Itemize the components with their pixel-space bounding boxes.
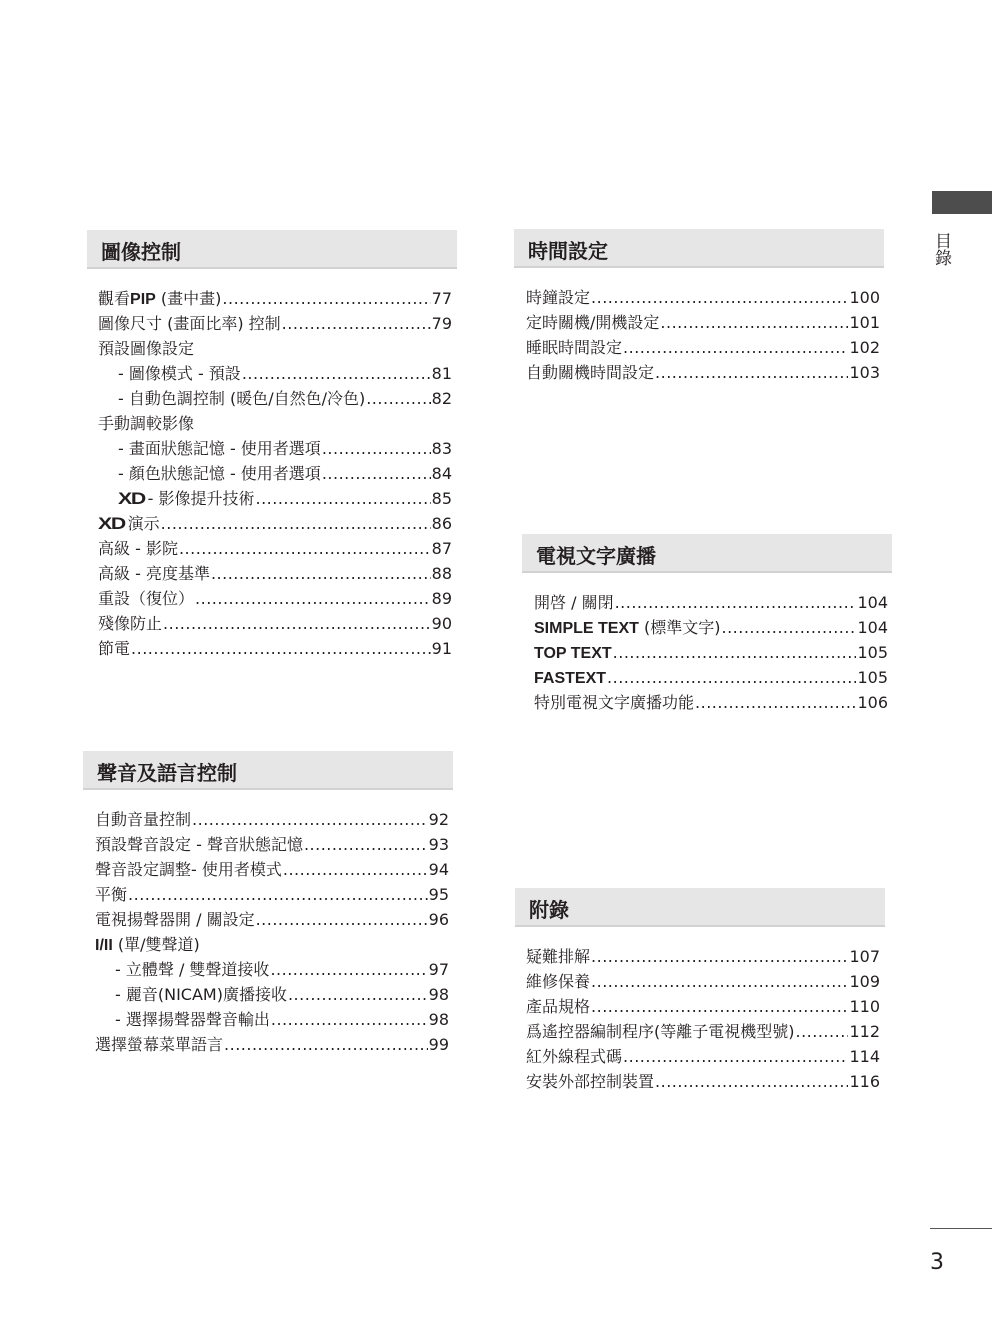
toc-entry-title xyxy=(534,690,694,715)
dot-leader xyxy=(179,536,431,561)
toc-entry xyxy=(526,1044,880,1069)
section-header-appendix xyxy=(515,888,885,927)
toc-entry-title xyxy=(115,957,269,982)
dot-leader xyxy=(211,561,431,586)
toc-entry-title xyxy=(526,944,590,969)
section-header-time xyxy=(514,229,884,268)
toc-entry-title xyxy=(526,1019,795,1044)
dot-leader xyxy=(282,311,431,336)
toc-entry-title xyxy=(98,311,281,336)
toc-entry-text: 電視揚聲器開 / 關設定 xyxy=(95,910,255,929)
toc-entry-title xyxy=(526,1044,622,1069)
toc-entry-title xyxy=(118,386,365,411)
toc-entry xyxy=(526,285,880,310)
dot-leader xyxy=(591,285,848,310)
toc-entry xyxy=(95,857,449,882)
toc-entry xyxy=(95,1032,449,1057)
dot-leader xyxy=(655,360,848,385)
toc-entry-title xyxy=(95,857,282,882)
toc-entry-text: - 畫面狀態記憶 - 使用者選項 xyxy=(118,439,321,458)
dot-leader xyxy=(192,807,428,832)
toc-entry xyxy=(95,957,449,982)
toc-entry-page: 105 xyxy=(857,668,888,687)
toc-entry xyxy=(526,310,880,335)
toc-entry-page: 103 xyxy=(849,363,880,382)
toc-entry xyxy=(95,932,449,957)
toc-entry-text: 平衡 xyxy=(95,885,128,904)
dot-leader xyxy=(660,310,848,335)
dot-leader xyxy=(366,386,430,411)
toc-entry-page: 101 xyxy=(849,313,880,332)
toc-entry-page: 104 xyxy=(857,618,888,637)
section-title-picture: 圖像控制 xyxy=(101,240,181,264)
toc-entry-title xyxy=(98,636,130,661)
dot-leader xyxy=(195,586,431,611)
toc-entry xyxy=(95,882,449,907)
toc-entry-text: 選擇螢幕菜單語言 xyxy=(95,1035,224,1054)
toc-entry-page: 92 xyxy=(428,810,449,829)
toc-entry-page: 81 xyxy=(431,364,452,383)
toc-entry-title xyxy=(115,982,287,1007)
toc-entry-page: 99 xyxy=(428,1035,449,1054)
toc-entry-page: 97 xyxy=(428,960,449,979)
toc-entry-text: 圖像尺寸 (畫面比率) 控制 xyxy=(98,314,281,333)
toc-entry xyxy=(526,1069,880,1094)
toc-entry-title xyxy=(534,615,720,641)
toc-entry-page: 114 xyxy=(849,1047,880,1066)
toc-entry-suffix: (單/雙聲道) xyxy=(112,935,200,954)
toc-entry-title xyxy=(98,336,194,361)
toc-entry-title xyxy=(526,335,622,360)
section-title-sound: 聲音及語言控制 xyxy=(97,761,237,785)
toc-entry-page: 98 xyxy=(428,1010,449,1029)
toc-entry-page: 104 xyxy=(857,593,888,612)
toc-entry xyxy=(534,640,888,665)
toc-entry-title xyxy=(118,436,321,461)
toc-entry-page: 102 xyxy=(849,338,880,357)
dot-leader xyxy=(131,636,431,661)
toc-entry-text: 重設（復位） xyxy=(98,589,195,608)
side-tab-label: 目錄 xyxy=(931,232,951,266)
dot-leader xyxy=(591,944,848,969)
toc-entry-title xyxy=(98,411,194,436)
toc-entry-page: 89 xyxy=(431,589,452,608)
side-tab-marker xyxy=(932,191,992,214)
toc-time xyxy=(526,285,880,385)
toc-entry-text: 自動音量控制 xyxy=(95,810,192,829)
toc-entry-page: 88 xyxy=(431,564,452,583)
toc-entry-title xyxy=(526,285,590,310)
toc-entry-text: 定時關機/開機設定 xyxy=(526,313,660,332)
toc-entry-text: 開啓 / 關閉 xyxy=(534,593,614,612)
toc-entry xyxy=(526,944,880,969)
toc-entry-text: 紅外線程式碼 xyxy=(526,1047,623,1066)
dot-leader xyxy=(163,611,431,636)
section-title-time: 時間設定 xyxy=(528,239,608,263)
toc-entry-text: - 自動色調控制 (暖色/自然色/冷色) xyxy=(118,389,366,408)
toc-entry xyxy=(98,336,452,361)
toc-entry xyxy=(98,386,452,411)
toc-entry-keyword: FASTEXT xyxy=(534,670,607,687)
dot-leader xyxy=(796,1019,849,1044)
dot-leader xyxy=(283,857,428,882)
toc-entry-title xyxy=(98,561,210,586)
dot-leader xyxy=(256,486,431,511)
toc-entry-title xyxy=(95,932,200,958)
toc-entry-title xyxy=(118,461,321,486)
toc-entry-title xyxy=(526,994,590,1019)
toc-entry-text: - 顏色狀態記憶 - 使用者選項 xyxy=(118,464,321,483)
page-number: 3 xyxy=(930,1250,944,1275)
toc-entry-title xyxy=(95,1032,223,1057)
toc-entry xyxy=(98,611,452,636)
dot-leader xyxy=(655,1069,848,1094)
dot-leader xyxy=(161,511,431,536)
toc-appendix xyxy=(526,944,880,1094)
section-title-appendix: 附錄 xyxy=(529,898,569,922)
toc-entry-text: 聲音設定調整- 使用者模式 xyxy=(95,860,282,879)
dot-leader xyxy=(322,461,431,486)
footer-rule xyxy=(930,1228,992,1229)
toc-entry-page: 116 xyxy=(849,1072,880,1091)
toc-entry-title xyxy=(118,361,241,386)
toc-entry-text: 安裝外部控制裝置 xyxy=(526,1072,655,1091)
dot-leader xyxy=(623,335,848,360)
toc-entry-page: 90 xyxy=(431,614,452,633)
toc-entry-title xyxy=(95,882,127,907)
dot-leader xyxy=(721,615,856,640)
dot-leader xyxy=(615,590,857,615)
toc-entry-text: 高級 - 亮度基準 xyxy=(98,564,210,583)
toc-entry xyxy=(95,832,449,857)
toc-entry-page: 95 xyxy=(428,885,449,904)
toc-entry-title xyxy=(534,640,612,666)
toc-entry-text: 殘像防止 xyxy=(98,614,163,633)
toc-entry-keyword: TOP TEXT xyxy=(534,645,612,662)
dot-leader xyxy=(271,1007,428,1032)
toc-entry xyxy=(526,360,880,385)
toc-entry-keyword: I/II xyxy=(95,937,113,954)
section-header-teletext xyxy=(522,534,892,573)
toc-entry-text: 疑難排解 xyxy=(526,947,591,966)
toc-entry-keyword: PIP xyxy=(130,291,156,308)
toc-entry-page: 77 xyxy=(431,289,452,308)
dot-leader xyxy=(607,665,856,690)
dot-leader xyxy=(256,907,428,932)
toc-entry xyxy=(526,994,880,1019)
toc-entry-page: 107 xyxy=(849,947,880,966)
xd-logo-icon: XD xyxy=(98,514,126,533)
toc-entry-suffix: (畫中畫) xyxy=(155,289,222,308)
toc-entry-title xyxy=(98,611,162,636)
dot-leader xyxy=(304,832,428,857)
dot-leader xyxy=(288,982,428,1007)
toc-entry-page: 96 xyxy=(428,910,449,929)
toc-entry xyxy=(95,807,449,832)
dot-leader xyxy=(242,361,431,386)
toc-entry-text: - 影像提升技術 xyxy=(147,489,255,508)
toc-entry-page: 106 xyxy=(857,693,888,712)
toc-entry-title xyxy=(95,807,191,832)
dot-leader xyxy=(591,994,848,1019)
toc-entry-page: 94 xyxy=(428,860,449,879)
toc-entry xyxy=(98,636,452,661)
toc-entry-text: 預設圖像設定 xyxy=(98,339,195,358)
toc-entry-text: 時鐘設定 xyxy=(526,288,591,307)
toc-entry-text: - 立體聲 / 雙聲道接收 xyxy=(115,960,270,979)
dot-leader xyxy=(224,1032,428,1057)
toc-entry-title xyxy=(534,665,606,691)
toc-entry-keyword: SIMPLE TEXT xyxy=(534,620,639,637)
toc-entry-text: - 麗音(NICAM)廣播接收 xyxy=(115,985,287,1004)
dot-leader xyxy=(128,882,428,907)
dot-leader xyxy=(270,957,427,982)
toc-entry-page: 85 xyxy=(431,489,452,508)
toc-entry xyxy=(534,690,888,715)
toc-entry-page: 110 xyxy=(849,997,880,1016)
toc-picture xyxy=(98,286,452,661)
toc-entry xyxy=(95,982,449,1007)
toc-entry xyxy=(98,311,452,336)
toc-entry-page: 112 xyxy=(849,1022,880,1041)
toc-entry-title xyxy=(118,486,255,511)
toc-entry-text: 高級 - 影院 xyxy=(98,539,178,558)
toc-entry-text: 自動關機時間設定 xyxy=(526,363,655,382)
toc-entry-suffix: (標準文字) xyxy=(638,618,721,637)
toc-entry xyxy=(98,561,452,586)
toc-entry-title xyxy=(98,586,194,611)
toc-entry-text: 預設聲音設定 - 聲音狀態記憶 xyxy=(95,835,303,854)
toc-entry-page: 87 xyxy=(431,539,452,558)
toc-entry-page: 98 xyxy=(428,985,449,1004)
toc-entry-page: 105 xyxy=(857,643,888,662)
toc-entry xyxy=(534,615,888,640)
toc-entry-text: 特別電視文字廣播功能 xyxy=(534,693,695,712)
toc-entry-page: 79 xyxy=(431,314,452,333)
toc-entry-text: 睡眠時間設定 xyxy=(526,338,623,357)
toc-entry-title xyxy=(115,1007,270,1032)
toc-entry-title xyxy=(526,1069,654,1094)
toc-entry-text: 維修保養 xyxy=(526,972,591,991)
toc-entry-page: 84 xyxy=(431,464,452,483)
dot-leader xyxy=(613,640,857,665)
section-header-sound xyxy=(83,751,453,790)
toc-entry xyxy=(534,590,888,615)
dot-leader xyxy=(591,969,848,994)
toc-entry-text: 爲遙控器編制程序(等離子電視機型號) xyxy=(526,1022,795,1041)
toc-entry xyxy=(95,907,449,932)
toc-entry xyxy=(98,286,452,311)
toc-entry-title xyxy=(526,310,659,335)
toc-entry-page: 93 xyxy=(428,835,449,854)
toc-entry-text: 節電 xyxy=(98,639,131,658)
toc-entry-title xyxy=(95,907,255,932)
toc-entry-title xyxy=(526,969,590,994)
toc-entry-prefix: 觀看 xyxy=(98,289,131,308)
toc-entry-title xyxy=(98,286,221,312)
toc-entry-text: - 圖像模式 - 預設 xyxy=(118,364,241,383)
toc-sound xyxy=(95,807,449,1057)
toc-entry xyxy=(526,1019,880,1044)
dot-leader xyxy=(322,436,431,461)
toc-entry xyxy=(526,969,880,994)
toc-entry-page: 82 xyxy=(431,389,452,408)
section-title-teletext: 電視文字廣播 xyxy=(536,544,656,568)
toc-entry-title xyxy=(98,536,178,561)
toc-entry-title xyxy=(526,360,654,385)
toc-entry xyxy=(98,586,452,611)
toc-entry-page: 83 xyxy=(431,439,452,458)
toc-entry-page: 100 xyxy=(849,288,880,307)
toc-entry-text: 手動調較影像 xyxy=(98,414,195,433)
toc-entry xyxy=(98,486,452,511)
toc-teletext xyxy=(534,590,888,715)
toc-entry-title xyxy=(98,511,160,536)
toc-entry xyxy=(98,511,452,536)
toc-entry xyxy=(98,536,452,561)
dot-leader xyxy=(623,1044,848,1069)
toc-entry-text: 產品規格 xyxy=(526,997,591,1016)
toc-entry-text: - 選擇揚聲器聲音輸出 xyxy=(115,1010,270,1029)
toc-entry xyxy=(95,1007,449,1032)
toc-entry xyxy=(98,411,452,436)
toc-entry-title xyxy=(95,832,303,857)
dot-leader xyxy=(695,690,856,715)
toc-entry-page: 109 xyxy=(849,972,880,991)
toc-entry-page: 86 xyxy=(431,514,452,533)
xd-logo-icon: XD xyxy=(118,489,146,508)
section-header-picture xyxy=(87,230,457,269)
toc-entry-text: 演示 xyxy=(127,514,160,533)
dot-leader xyxy=(222,286,430,311)
toc-entry xyxy=(98,436,452,461)
toc-entry-page: 91 xyxy=(431,639,452,658)
toc-entry xyxy=(98,361,452,386)
toc-entry xyxy=(98,461,452,486)
toc-entry xyxy=(526,335,880,360)
toc-entry xyxy=(534,665,888,690)
toc-entry-title xyxy=(534,590,614,615)
